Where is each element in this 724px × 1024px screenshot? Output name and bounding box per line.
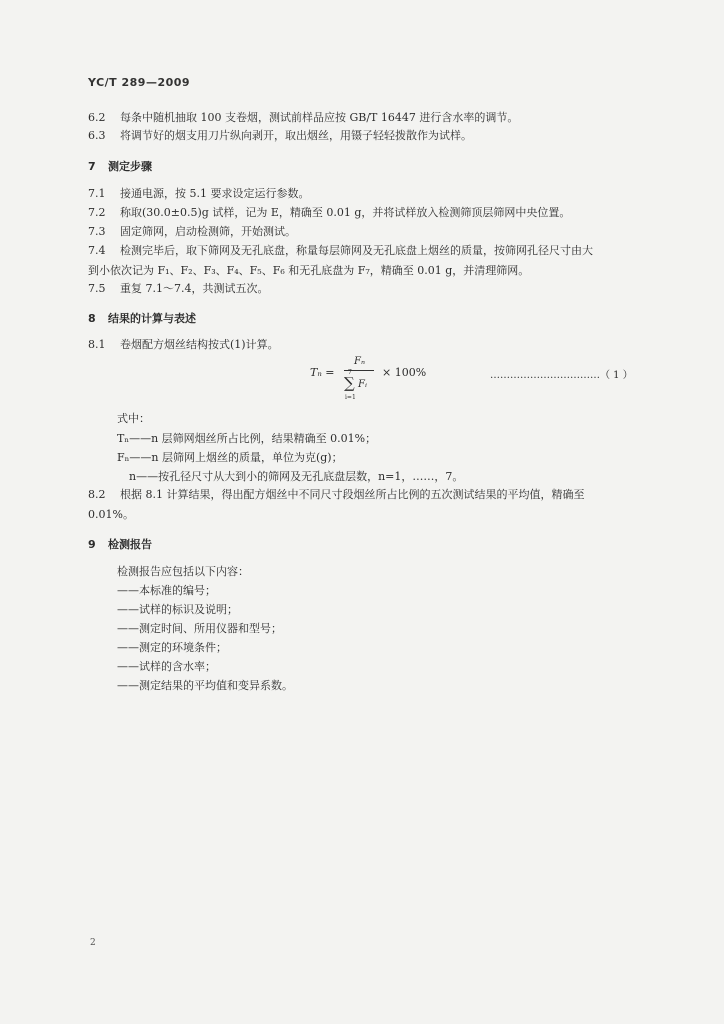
where-term-fn: Fₙ——n 层筛网上烟丝的质量，单位为克(g)； [117,451,343,464]
formula-numerator: Fₙ [354,356,365,367]
standard-code: YC/T 289—2009 [88,76,191,89]
sum-variable: Fᵢ [358,379,367,390]
clause-text: 将调节好的烟支用刀片纵向剥开，取出烟丝，用镊子轻轻拨散作为试样。 [120,129,472,142]
clause-7-3 [88,224,296,239]
section-number: 9 [88,538,96,551]
clause-8-2-continuation: 0.01%。 [88,508,134,521]
report-item: ——试样的含水率； [117,660,216,673]
clause-number: 6.2 [88,111,106,124]
section-title: 检测报告 [108,538,152,551]
section-heading-9 [88,536,152,552]
clause-number: 7.1 [88,187,106,200]
clause-7-4-continuation: 到小依次记为 F₁、F₂、F₃、F₄、F₅、F₆ 和无孔底盘为 F₇，精确至 0.01 g，并清理筛网。 [88,264,530,277]
clause-number: 8.2 [88,488,106,501]
clause-7-4 [88,243,593,258]
sum-sign: ∑ [344,374,355,392]
report-item: ——测定结果的平均值和变异系数。 [117,679,293,692]
section-heading-8 [88,310,196,326]
clause-6-3 [88,128,472,143]
formula-multiplier: × 100% [382,366,427,379]
report-item: ——试样的标识及说明； [117,603,238,616]
page-number: 2 [90,938,96,948]
clause-number: 7.4 [88,244,106,257]
clause-number: 7.2 [88,206,106,219]
clause-text: 根据 8.1 计算结果，得出配方烟丝中不同尺寸段烟丝所占比例的五次测试结果的平均值，精确至 [120,488,585,501]
clause-number: 6.3 [88,129,106,142]
clause-text: 每条中随机抽取 100 支卷烟，测试前样品应按 GB/T 16447 进行含水率的调节。 [120,111,519,124]
clause-text: 卷烟配方烟丝结构按式(1)计算。 [120,338,279,351]
clause-text: 重复 7.1～7.4，共测试五次。 [120,282,269,295]
clause-7-2 [88,205,570,220]
where-term-n: n——按孔径尺寸从大到小的筛网及无孔底盘层数，n=1，……，7。 [129,470,464,483]
formula-lhs: Tₙ = [310,366,335,379]
section-title: 测定步骤 [108,160,152,173]
report-item: ——测定时间、所用仪器和型号； [117,622,282,635]
report-item: ——本标准的编号； [117,584,216,597]
clause-7-1 [88,186,310,201]
formula-1 [310,356,650,406]
sum-upper-limit: 7 [348,369,352,376]
clause-number: 8.1 [88,338,106,351]
clause-number: 7.5 [88,282,106,295]
report-intro: 检测报告应包括以下内容： [117,565,249,578]
where-term-tn: Tₙ——n 层筛网烟丝所占比例，结果精确至 0.01%； [117,432,377,445]
clause-text: 固定筛网，启动检测筛，开始测试。 [120,225,296,238]
section-heading-7 [88,158,152,174]
clause-text: 接通电源，按 5.1 要求设定运行参数。 [120,187,310,200]
clause-8-2 [88,487,584,502]
equation-number: ……………………………（ 1 ） [490,370,633,381]
section-number: 7 [88,160,96,173]
clause-text: 检测完毕后，取下筛网及无孔底盘，称量每层筛网及无孔底盘上烟丝的质量，按筛网孔径尺寸由大 [120,244,593,257]
report-item: ——测定的环境条件； [117,641,227,654]
section-title: 结果的计算与表述 [108,312,196,325]
clause-7-5 [88,281,268,296]
clause-6-2 [88,110,518,125]
sum-lower-limit: i=1 [345,394,356,401]
section-number: 8 [88,312,96,325]
clause-8-1 [88,337,279,352]
clause-text: 称取(30.0±0.5)g 试样，记为 E，精确至 0.01 g，并将试样放入检测筛顶层筛网中央位置。 [120,206,571,219]
clause-number: 7.3 [88,225,106,238]
where-label: 式中： [117,412,150,425]
